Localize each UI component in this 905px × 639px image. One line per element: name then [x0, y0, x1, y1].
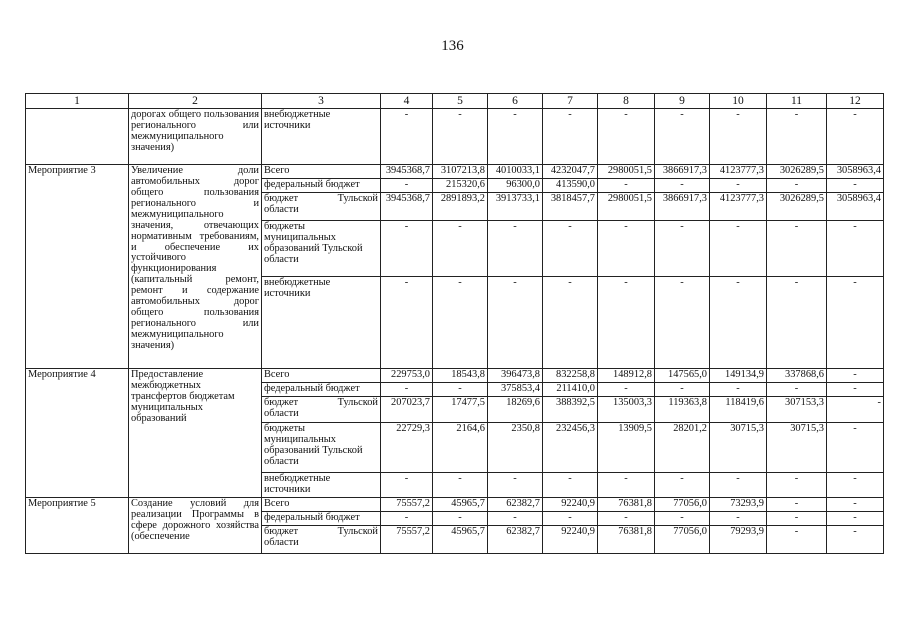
value-cell: -: [381, 277, 433, 369]
value-cell: -: [543, 511, 598, 525]
value-cell: 4123777,3: [710, 165, 767, 179]
value-cell: -: [767, 472, 827, 497]
value-cell: -: [710, 109, 767, 165]
value-cell: 76381,8: [598, 525, 655, 553]
source-total: Всего: [262, 165, 381, 179]
value-cell: -: [543, 109, 598, 165]
value-cell: 119363,8: [655, 396, 710, 422]
header-cell: 4: [381, 94, 433, 109]
source-federal: федеральный бюджет: [262, 179, 381, 193]
activity-label: [26, 109, 129, 165]
value-cell: 3866917,3: [655, 165, 710, 179]
value-cell: 75557,2: [381, 525, 433, 553]
value-cell: -: [381, 179, 433, 193]
header-cell: 5: [433, 94, 488, 109]
value-cell: -: [767, 382, 827, 396]
activity-label: Мероприятие 3: [26, 165, 129, 369]
value-cell: -: [488, 277, 543, 369]
value-cell: -: [598, 382, 655, 396]
value-cell: 118419,6: [710, 396, 767, 422]
value-cell: -: [598, 221, 655, 277]
source-extra: внебюджетные источники: [262, 109, 381, 165]
activity-description: Создание условий для реализации Программы в сфере дорожного хозяйства (обеспечение: [129, 497, 262, 553]
value-cell: 3026289,5: [767, 193, 827, 221]
value-cell: 396473,8: [488, 369, 543, 383]
header-row: [26, 94, 884, 109]
value-cell: 2980051,5: [598, 193, 655, 221]
value-cell: -: [433, 472, 488, 497]
value-cell: 3818457,7: [543, 193, 598, 221]
value-cell: -: [827, 472, 884, 497]
value-cell: 28201,2: [655, 422, 710, 472]
value-cell: 77056,0: [655, 497, 710, 511]
header-cell: 8: [598, 94, 655, 109]
value-cell: -: [543, 221, 598, 277]
value-cell: 3058963,4: [827, 165, 884, 179]
value-cell: 149134,9: [710, 369, 767, 383]
value-cell: 3107213,8: [433, 165, 488, 179]
value-cell: -: [381, 472, 433, 497]
value-cell: 2891893,2: [433, 193, 488, 221]
value-cell: 92240,9: [543, 525, 598, 553]
page-number: 136: [441, 38, 464, 54]
value-cell: -: [827, 396, 884, 422]
source-extra: внебюджетные источники: [262, 472, 381, 497]
value-cell: 45965,7: [433, 497, 488, 511]
header-cell: 11: [767, 94, 827, 109]
value-cell: -: [767, 221, 827, 277]
activity-description: Увеличение доли автомобильных дорог общего пользования регионального и межмуниципального значения, отвечающих нормативным требованиям, и обеспечение их устойчивого функционирования (капитальный ремонт, ремонт и содержание автомобильных дорог общего пользования регионального или межмуниципального значения): [129, 165, 262, 369]
value-cell: 337868,6: [767, 369, 827, 383]
value-cell: -: [488, 221, 543, 277]
value-cell: 18269,6: [488, 396, 543, 422]
value-cell: -: [767, 179, 827, 193]
value-cell: 62382,7: [488, 497, 543, 511]
value-cell: 3026289,5: [767, 165, 827, 179]
table-row: [26, 165, 884, 179]
value-cell: -: [827, 382, 884, 396]
value-cell: -: [827, 422, 884, 472]
value-cell: -: [827, 369, 884, 383]
value-cell: -: [827, 109, 884, 165]
value-cell: 413590,0: [543, 179, 598, 193]
value-cell: -: [488, 511, 543, 525]
value-cell: 77056,0: [655, 525, 710, 553]
value-cell: -: [827, 277, 884, 369]
value-cell: 30715,3: [710, 422, 767, 472]
value-cell: 62382,7: [488, 525, 543, 553]
value-cell: 2980051,5: [598, 165, 655, 179]
header-cell: 9: [655, 94, 710, 109]
header-cell: 12: [827, 94, 884, 109]
value-cell: 73293,9: [710, 497, 767, 511]
value-cell: 388392,5: [543, 396, 598, 422]
value-cell: 3058963,4: [827, 193, 884, 221]
table-row: [26, 497, 884, 511]
header-cell: 6: [488, 94, 543, 109]
value-cell: -: [598, 277, 655, 369]
source-regional: бюджет Тульской области: [262, 396, 381, 422]
value-cell: -: [598, 109, 655, 165]
value-cell: 13909,5: [598, 422, 655, 472]
value-cell: -: [767, 525, 827, 553]
value-cell: -: [543, 277, 598, 369]
value-cell: 2350,8: [488, 422, 543, 472]
value-cell: -: [655, 472, 710, 497]
value-cell: 215320,6: [433, 179, 488, 193]
value-cell: -: [767, 497, 827, 511]
value-cell: -: [710, 511, 767, 525]
activity-label: Мероприятие 4: [26, 369, 129, 498]
value-cell: -: [488, 109, 543, 165]
value-cell: -: [767, 109, 827, 165]
value-cell: -: [433, 511, 488, 525]
source-total: Всего: [262, 369, 381, 383]
source-regional: бюджет Тульской области: [262, 193, 381, 221]
source-municipal: бюджеты муниципальных образований Тульской области: [262, 221, 381, 277]
value-cell: -: [655, 277, 710, 369]
value-cell: -: [827, 179, 884, 193]
budget-table: [25, 93, 884, 554]
value-cell: -: [827, 525, 884, 553]
header-cell: 7: [543, 94, 598, 109]
value-cell: -: [710, 221, 767, 277]
value-cell: 3913733,1: [488, 193, 543, 221]
value-cell: -: [767, 511, 827, 525]
value-cell: -: [827, 221, 884, 277]
value-cell: -: [827, 497, 884, 511]
value-cell: 4232047,7: [543, 165, 598, 179]
source-federal: федеральный бюджет: [262, 382, 381, 396]
value-cell: 79293,9: [710, 525, 767, 553]
table-row: [26, 109, 884, 165]
value-cell: 232456,3: [543, 422, 598, 472]
value-cell: -: [433, 109, 488, 165]
value-cell: 96300,0: [488, 179, 543, 193]
value-cell: -: [710, 472, 767, 497]
value-cell: 2164,6: [433, 422, 488, 472]
value-cell: -: [710, 277, 767, 369]
value-cell: -: [543, 472, 598, 497]
value-cell: -: [433, 277, 488, 369]
source-municipal: бюджеты муниципальных образований Тульской области: [262, 422, 381, 472]
value-cell: 229753,0: [381, 369, 433, 383]
value-cell: -: [433, 221, 488, 277]
value-cell: 147565,0: [655, 369, 710, 383]
value-cell: -: [381, 221, 433, 277]
value-cell: 17477,5: [433, 396, 488, 422]
header-cell: 1: [26, 94, 129, 109]
value-cell: 45965,7: [433, 525, 488, 553]
value-cell: 76381,8: [598, 497, 655, 511]
value-cell: 92240,9: [543, 497, 598, 511]
header-cell: 2: [129, 94, 262, 109]
value-cell: -: [655, 221, 710, 277]
source-federal: федеральный бюджет: [262, 511, 381, 525]
value-cell: 30715,3: [767, 422, 827, 472]
value-cell: 18543,8: [433, 369, 488, 383]
activity-label: Мероприятие 5: [26, 497, 129, 553]
value-cell: -: [655, 109, 710, 165]
value-cell: -: [767, 277, 827, 369]
value-cell: 211410,0: [543, 382, 598, 396]
value-cell: -: [655, 382, 710, 396]
value-cell: 3945368,7: [381, 165, 433, 179]
value-cell: 307153,3: [767, 396, 827, 422]
source-extra: внебюджетные источники: [262, 277, 381, 369]
value-cell: -: [710, 382, 767, 396]
header-cell: 10: [710, 94, 767, 109]
value-cell: -: [433, 382, 488, 396]
value-cell: -: [655, 179, 710, 193]
value-cell: -: [381, 511, 433, 525]
header-cell: 3: [262, 94, 381, 109]
value-cell: -: [381, 382, 433, 396]
activity-description: Предоставление межбюджетных трансфертов бюджетам муниципальных образований: [129, 369, 262, 498]
value-cell: -: [488, 472, 543, 497]
value-cell: 4123777,3: [710, 193, 767, 221]
value-cell: 148912,8: [598, 369, 655, 383]
value-cell: -: [598, 179, 655, 193]
table-body: [26, 94, 884, 554]
value-cell: 3866917,3: [655, 193, 710, 221]
value-cell: 22729,3: [381, 422, 433, 472]
value-cell: -: [710, 179, 767, 193]
value-cell: 832258,8: [543, 369, 598, 383]
value-cell: -: [598, 511, 655, 525]
source-regional: бюджет Тульской области: [262, 525, 381, 553]
value-cell: -: [598, 472, 655, 497]
source-total: Всего: [262, 497, 381, 511]
table-row: [26, 369, 884, 383]
value-cell: -: [381, 109, 433, 165]
value-cell: -: [827, 511, 884, 525]
value-cell: 207023,7: [381, 396, 433, 422]
value-cell: 375853,4: [488, 382, 543, 396]
value-cell: -: [655, 511, 710, 525]
value-cell: 4010033,1: [488, 165, 543, 179]
value-cell: 135003,3: [598, 396, 655, 422]
activity-description: дорогах общего пользования регионального или межмуниципального значения): [129, 109, 262, 165]
value-cell: 3945368,7: [381, 193, 433, 221]
value-cell: 75557,2: [381, 497, 433, 511]
